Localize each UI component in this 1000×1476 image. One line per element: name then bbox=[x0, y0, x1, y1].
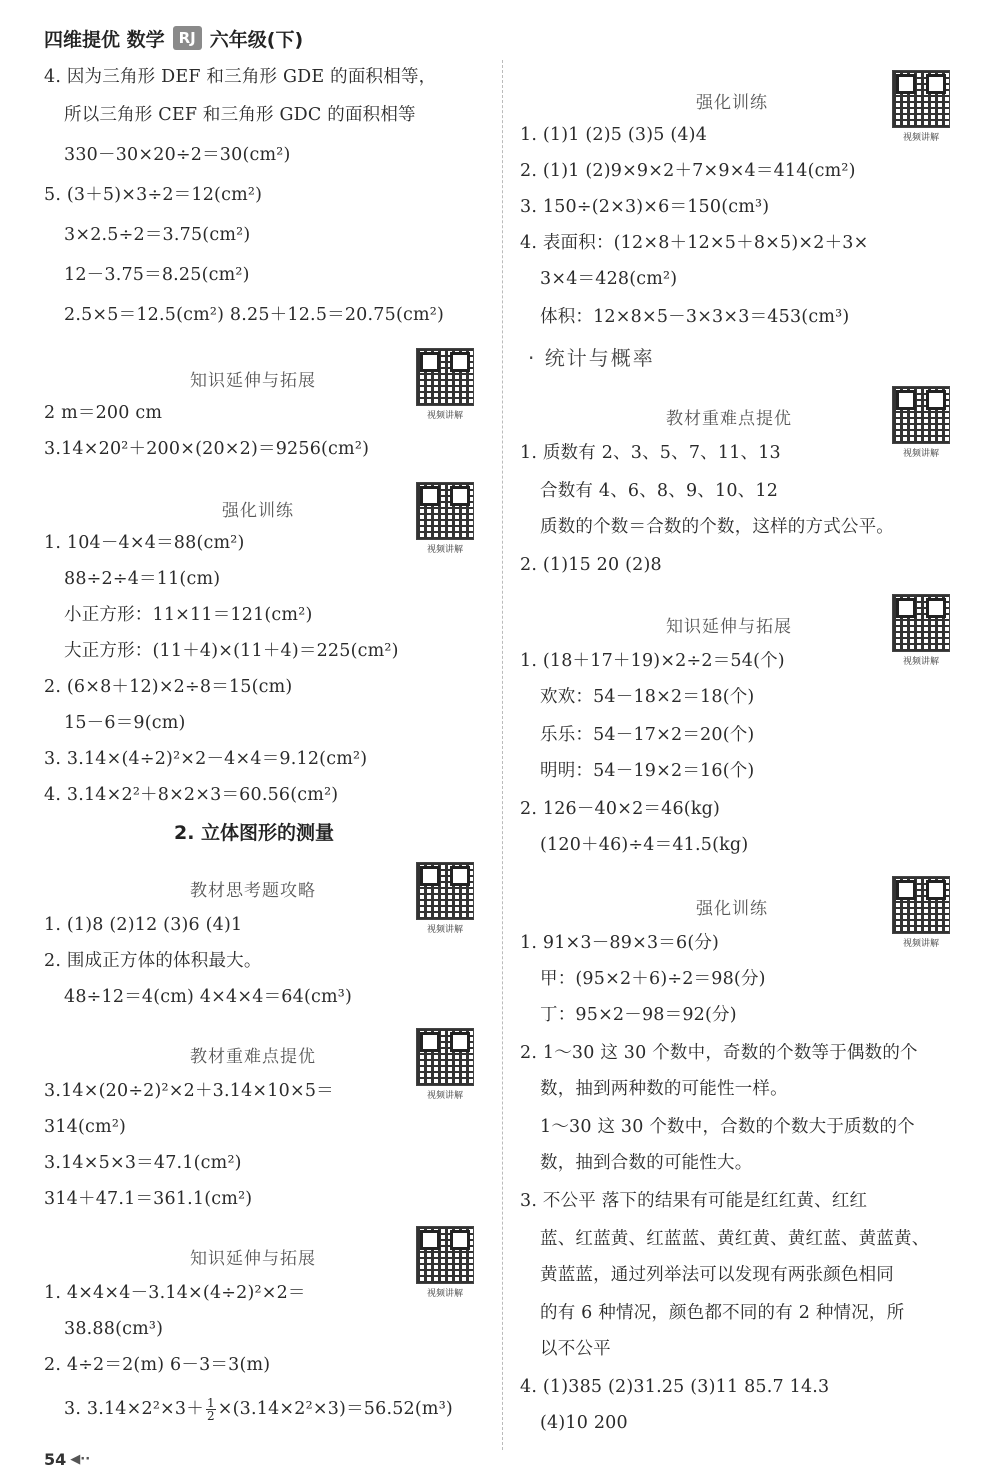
answer-line: 数，抽到两种数的可能性一样。 bbox=[540, 1079, 788, 1099]
answer-line: 4. 因为三角形 DEF 和三角形 GDE 的面积相等， bbox=[44, 67, 437, 87]
answer-line: 3.14×20²＋200×(20×2)＝9256(cm²) bbox=[44, 439, 370, 459]
answer-line: 88÷2÷4＝11(cm) bbox=[64, 569, 221, 589]
qr-caption: 视频讲解 bbox=[902, 657, 939, 667]
answer-line: 2. 4÷2＝2(m) 6－3＝3(m) bbox=[44, 1355, 271, 1375]
heading-textbook-thinking: 教材思考题攻略 bbox=[190, 881, 316, 901]
answer-line: 1～30 这 30 个数中，合数的个数大于质数的个 bbox=[540, 1117, 915, 1137]
answer-line: 明明：54－19×2＝16(个) bbox=[540, 761, 755, 781]
heading-reinforcement: 强化训练 bbox=[696, 899, 768, 919]
answer-line: 3.14×(20÷2)²×2＋3.14×10×5＝ bbox=[44, 1081, 334, 1101]
qr-caption: 视频讲解 bbox=[426, 1289, 463, 1299]
answer-line: 2.5×5＝12.5(cm²) 8.25＋12.5＝20.75(cm²) bbox=[64, 305, 445, 325]
answer-line: 以不公平 bbox=[540, 1339, 611, 1359]
answer-line: 2. 围成正方体的体积最大。 bbox=[44, 951, 262, 971]
fraction-numerator: 1 bbox=[206, 1396, 215, 1410]
qr-code-image bbox=[892, 876, 950, 934]
answer-line: 4. 表面积：(12×8＋12×5＋8×5)×2＋3× bbox=[520, 233, 869, 253]
qr-code[interactable] bbox=[892, 70, 952, 144]
answer-line: 1. 质数有 2、3、5、7、11、13 bbox=[520, 443, 781, 463]
answer-line: 1. 4×4×4－3.14×(4÷2)²×2＝ bbox=[44, 1283, 306, 1303]
answer-line: 3. 150÷(2×3)×6＝150(cm³) bbox=[520, 197, 770, 217]
answer-line: 体积：12×8×5－3×3×3＝453(cm³) bbox=[540, 307, 850, 327]
answer-line: 15－6＝9(cm) bbox=[64, 713, 186, 733]
subsection-title: · 统计与概率 bbox=[528, 346, 655, 370]
heading-knowledge-extension: 知识延伸与拓展 bbox=[666, 617, 792, 637]
formula-part: ×(3.14×2²×3)＝56.52(m³) bbox=[217, 1399, 453, 1419]
answer-line: 蓝、红蓝黄、红蓝蓝、黄红黄、黄红蓝、黄蓝黄、 bbox=[540, 1229, 930, 1249]
qr-caption: 视频讲解 bbox=[426, 1091, 463, 1101]
qr-caption: 视频讲解 bbox=[426, 925, 463, 935]
answer-line: 的有 6 种情况，颜色都不同的有 2 种情况，所 bbox=[540, 1303, 905, 1323]
answer-line: 1. (1)1 (2)5 (3)5 (4)4 bbox=[520, 125, 708, 145]
answer-line: 合数有 4、6、8、9、10、12 bbox=[540, 481, 779, 501]
answer-line: 丁：95×2－98＝92(分) bbox=[540, 1005, 737, 1025]
answer-line: 乐乐：54－17×2＝20(个) bbox=[540, 725, 755, 745]
page-header bbox=[44, 22, 303, 54]
answer-line: 3×2.5÷2＝3.75(cm²) bbox=[64, 225, 251, 245]
fraction bbox=[206, 1397, 216, 1422]
answer-line: 欢欢：54－18×2＝18(个) bbox=[540, 687, 755, 707]
page-number: 54 bbox=[44, 1450, 67, 1469]
heading-key-difficulty: 教材重难点提优 bbox=[666, 409, 792, 429]
answer-line: 330－30×20÷2＝30(cm²) bbox=[64, 145, 291, 165]
qr-code[interactable] bbox=[416, 482, 476, 556]
grade-label: 六年级(下) bbox=[209, 28, 304, 51]
answer-line: 1. 104－4×4＝88(cm²) bbox=[44, 533, 245, 553]
answer-line: 质数的个数＝合数的个数，这样的方式公平。 bbox=[540, 517, 894, 537]
answer-line: 314＋47.1＝361.1(cm²) bbox=[44, 1189, 253, 1209]
section-title: 2. 立体图形的测量 bbox=[174, 822, 335, 844]
answer-line: 2. (1)15 20 (2)8 bbox=[520, 555, 662, 575]
answer-line: 38.88(cm³) bbox=[64, 1319, 164, 1339]
answer-line: 5. (3＋5)×3÷2＝12(cm²) bbox=[44, 185, 263, 205]
answer-line-fraction bbox=[64, 1396, 453, 1422]
qr-code-image bbox=[416, 482, 474, 540]
heading-reinforcement: 强化训练 bbox=[696, 93, 768, 113]
book-title: 四维提优 数学 bbox=[44, 28, 165, 51]
column-divider bbox=[502, 60, 503, 1450]
answer-line: 1. 91×3－89×3＝6(分) bbox=[520, 933, 720, 953]
answer-line: 3. 不公平 落下的结果有可能是红红黄、红红 bbox=[520, 1191, 868, 1211]
qr-code[interactable] bbox=[416, 862, 476, 936]
edition-badge: RJ bbox=[173, 26, 202, 50]
qr-caption: 视频讲解 bbox=[426, 411, 463, 421]
answer-line: 4. 3.14×2²＋8×2×3＝60.56(cm²) bbox=[44, 785, 339, 805]
heading-reinforcement: 强化训练 bbox=[222, 501, 294, 521]
answer-line: 小正方形：11×11＝121(cm²) bbox=[64, 605, 313, 625]
answer-line: 2 m＝200 cm bbox=[44, 403, 163, 423]
answer-line: 3.14×5×3＝47.1(cm²) bbox=[44, 1153, 242, 1173]
qr-code-image bbox=[416, 862, 474, 920]
qr-code-image bbox=[416, 1028, 474, 1086]
answer-line: 2. 126－40×2＝46(kg) bbox=[520, 799, 721, 819]
qr-code[interactable] bbox=[416, 348, 476, 422]
heading-knowledge-extension: 知识延伸与拓展 bbox=[190, 371, 316, 391]
answer-line: 48÷12＝4(cm) 4×4×4＝64(cm³) bbox=[64, 987, 353, 1007]
heading-key-difficulty: 教材重难点提优 bbox=[190, 1047, 316, 1067]
answer-line: 12－3.75＝8.25(cm²) bbox=[64, 265, 250, 285]
answer-line: 314(cm²) bbox=[44, 1117, 127, 1137]
answer-line: 3. 3.14×(4÷2)²×2－4×4＝9.12(cm²) bbox=[44, 749, 368, 769]
formula-part: 3. 3.14×2²×3＋ bbox=[64, 1399, 204, 1419]
answer-line: 2. 1～30 这 30 个数中，奇数的个数等于偶数的个 bbox=[520, 1043, 918, 1063]
answer-line: 大正方形：(11＋4)×(11＋4)＝225(cm²) bbox=[64, 641, 399, 661]
qr-code-image bbox=[416, 348, 474, 406]
qr-caption: 视频讲解 bbox=[902, 449, 939, 459]
answer-line: 4. (1)385 (2)31.25 (3)11 85.7 14.3 bbox=[520, 1377, 830, 1397]
qr-caption: 视频讲解 bbox=[426, 545, 463, 555]
answer-line: 黄蓝蓝，通过列举法可以发现有两张颜色相同 bbox=[540, 1265, 894, 1285]
qr-code[interactable] bbox=[416, 1028, 476, 1102]
answer-line: (4)10 200 bbox=[540, 1413, 628, 1433]
heading-knowledge-extension: 知识延伸与拓展 bbox=[190, 1249, 316, 1269]
answer-line: 3×4＝428(cm²) bbox=[540, 269, 678, 289]
answer-line: (120＋46)÷4＝41.5(kg) bbox=[540, 835, 749, 855]
answer-line: 甲：(95×2＋6)÷2＝98(分) bbox=[540, 969, 766, 989]
qr-code-image bbox=[892, 386, 950, 444]
answer-line: 1. (1)8 (2)12 (3)6 (4)1 bbox=[44, 915, 243, 935]
answer-line: 2. (6×8＋12)×2÷8＝15(cm) bbox=[44, 677, 293, 697]
qr-code-image bbox=[416, 1226, 474, 1284]
qr-caption: 视频讲解 bbox=[902, 133, 939, 143]
fraction-denominator: 2 bbox=[206, 1409, 215, 1423]
qr-code[interactable] bbox=[892, 386, 952, 460]
qr-code[interactable] bbox=[416, 1226, 476, 1300]
qr-caption: 视频讲解 bbox=[902, 939, 939, 949]
qr-code-image bbox=[892, 594, 950, 652]
qr-code[interactable] bbox=[892, 876, 952, 950]
answer-line: 数，抽到合数的可能性大。 bbox=[540, 1153, 753, 1173]
answer-line: 所以三角形 CEF 和三角形 GDC 的面积相等 bbox=[64, 105, 416, 125]
left-arrow-icon: ◀·· bbox=[70, 1452, 91, 1467]
answer-line: 1. (18＋17＋19)×2÷2＝54(个) bbox=[520, 651, 785, 671]
page-footer bbox=[44, 1450, 90, 1469]
qr-code[interactable] bbox=[892, 594, 952, 668]
qr-code-image bbox=[892, 70, 950, 128]
answer-line: 2. (1)1 (2)9×9×2＋7×9×4＝414(cm²) bbox=[520, 161, 856, 181]
